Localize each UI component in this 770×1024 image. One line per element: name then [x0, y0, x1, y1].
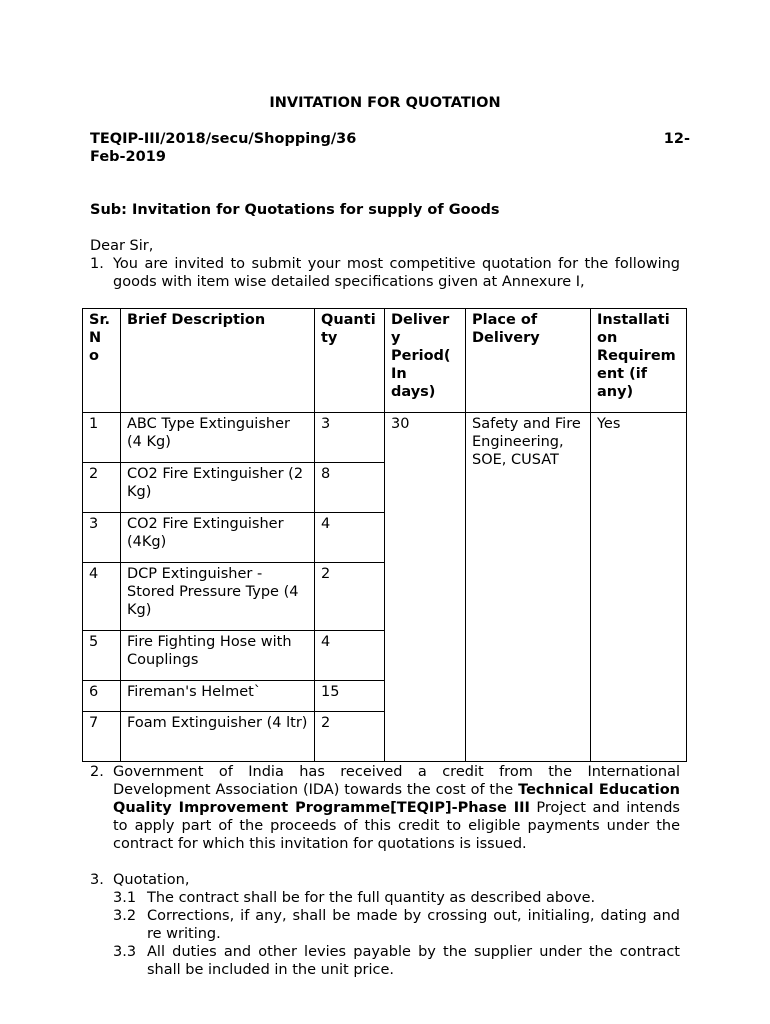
cell-installation: Yes [591, 413, 687, 762]
cell-delivery-period: 30 [385, 413, 466, 762]
cell-srno: 4 [83, 563, 121, 631]
cell-quantity: 4 [315, 513, 385, 563]
cell-srno: 1 [83, 413, 121, 463]
cell-quantity: 2 [315, 563, 385, 631]
cell-quantity: 3 [315, 413, 385, 463]
cell-quantity: 2 [315, 712, 385, 762]
clause-text: All duties and other levies payable by the supplier under the contract shall be included in the unit price. [147, 944, 680, 978]
document-title: INVITATION FOR QUOTATION [269, 95, 501, 111]
paragraph-1-text: You are invited to submit your most competitive quotation for the following goods with item wise detailed specifications given at Annexure I, [113, 256, 680, 290]
programme-name: Technical Education Quality Improvement Programme[TEQIP]-Phase III [113, 782, 680, 816]
cell-quantity: 8 [315, 463, 385, 513]
goods-table [82, 308, 687, 762]
paragraph-2 [90, 763, 680, 853]
header-place-of-delivery [466, 309, 591, 413]
cell-description: ABC Type Extinguisher (4 Kg) [121, 413, 315, 463]
clause-3-2 [113, 907, 680, 943]
paragraph-3 [90, 871, 680, 979]
header-quantity-text: Quanti ty [321, 312, 376, 346]
reference-line [90, 130, 690, 165]
cell-srno: 7 [83, 712, 121, 762]
cell-description: DCP Extinguisher - Stored Pressure Type (4 Kg) [121, 563, 315, 631]
cell-description: CO2 Fire Extinguisher (2 Kg) [121, 463, 315, 513]
subject-line: Sub: Invitation for Quotations for supply of Goods [90, 202, 500, 218]
clause-3-1 [113, 889, 680, 907]
quotation-clauses [113, 889, 680, 979]
date-part-2: Feb-2019 [90, 149, 166, 165]
cell-srno: 3 [83, 513, 121, 563]
cell-place-of-delivery: Safety and Fire Engineering, SOE, CUSAT [466, 413, 591, 762]
paragraph-1 [90, 255, 680, 291]
table-header-row [83, 309, 687, 413]
cell-quantity: 4 [315, 631, 385, 681]
header-delivery-period-text: Deliver y Period( In days) [391, 312, 451, 400]
cell-description: Fire Fighting Hose with Couplings [121, 631, 315, 681]
paragraph-2-text [113, 763, 680, 853]
header-installation [591, 309, 687, 413]
cell-quantity: 15 [315, 681, 385, 712]
paragraph-2-text-end: Project and intends to apply part of the proceeds of this credit to eligible payments under the contract for which this invitation for quotations is issued. [113, 800, 680, 852]
paragraph-2-text-start: Government of India has received a credit from the International Development Association (IDA) towards the cost of the [113, 764, 680, 798]
date-part-1: 12- [663, 131, 690, 147]
header-place-of-delivery-text: Place of Delivery [472, 312, 540, 346]
paragraph-2-number: 2. [90, 764, 104, 780]
cell-srno: 5 [83, 631, 121, 681]
clause-text: Corrections, if any, shall be made by crossing out, initialing, dating and re writing. [147, 908, 680, 942]
clause-text: The contract shall be for the full quantity as described above. [147, 890, 596, 906]
clause-number: 3.2 [113, 908, 137, 924]
paragraph-3-number: 3. [90, 872, 104, 888]
header-srno-text: Sr. N o [89, 312, 111, 364]
cell-srno: 6 [83, 681, 121, 712]
cell-description: CO2 Fire Extinguisher (4Kg) [121, 513, 315, 563]
salutation: Dear Sir, [90, 238, 154, 254]
clause-number: 3.3 [113, 944, 137, 960]
header-quantity [315, 309, 385, 413]
reference-number: TEQIP-III/2018/secu/Shopping/36 [90, 131, 357, 147]
header-delivery-period [385, 309, 466, 413]
header-srno [83, 309, 121, 413]
cell-description: Foam Extinguisher (4 ltr) [121, 712, 315, 762]
cell-description: Fireman's Helmet` [121, 681, 315, 712]
header-description: Brief Description [121, 309, 315, 413]
clause-number: 3.1 [113, 890, 137, 906]
clause-3-3 [113, 943, 680, 979]
cell-srno: 2 [83, 463, 121, 513]
header-installation-text: Installati on Requirem ent (if any) [597, 312, 676, 400]
paragraph-3-heading: Quotation, [113, 872, 190, 888]
paragraph-1-number: 1. [90, 256, 104, 272]
table-row [83, 413, 687, 463]
